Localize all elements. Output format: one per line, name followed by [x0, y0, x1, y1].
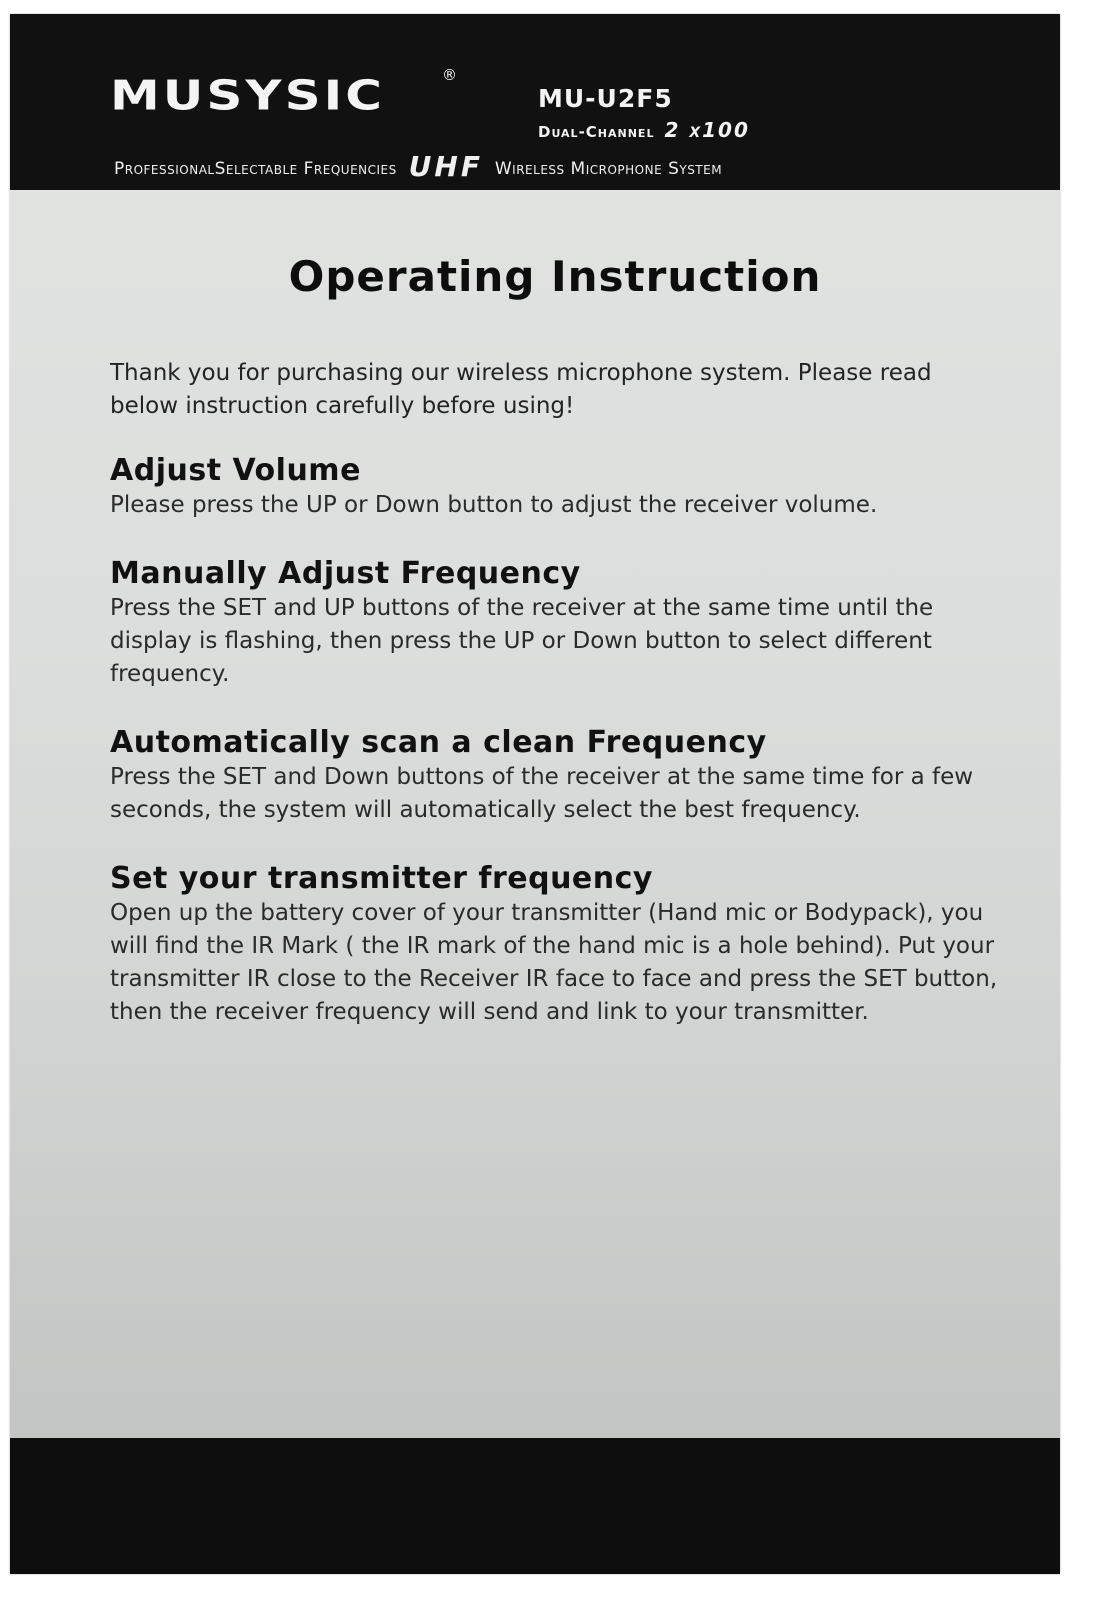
- registered-mark: ®: [442, 66, 457, 84]
- section-body: Press the SET and Down buttons of the receiver at the same time for a few seconds, the system will automatically select the best frequency.: [110, 764, 974, 823]
- model-number: MU-U2F5: [538, 84, 673, 113]
- section-adjust-volume: [110, 453, 1000, 522]
- channel-info: [538, 118, 750, 142]
- instruction-sheet: [10, 14, 1060, 1574]
- uhf-mark: UHF: [408, 150, 483, 183]
- section-heading: Manually Adjust Frequency: [110, 556, 581, 591]
- footer-band: [10, 1438, 1060, 1574]
- brand-logo: MUSYSIC: [110, 72, 385, 120]
- instruction-content: [110, 252, 1000, 1063]
- page-title: Operating Instruction: [288, 252, 822, 301]
- channel-count: 2 x100: [664, 118, 750, 142]
- tagline-start: ProfessionalSelectable Frequencies: [114, 159, 397, 179]
- section-auto-scan: [110, 725, 1000, 827]
- header-band: [10, 14, 1060, 190]
- channel-label: Dual-Channel: [538, 123, 655, 141]
- section-heading: Automatically scan a clean Frequency: [110, 725, 767, 760]
- tagline-end: Wireless Microphone System: [494, 159, 723, 179]
- section-heading: Adjust Volume: [110, 453, 361, 488]
- tagline: [114, 150, 994, 183]
- section-body: Press the SET and UP buttons of the receiver at the same time until the display is flashing, then press the UP or Down button to select different frequency.: [110, 595, 934, 687]
- section-body: Please press the UP or Down button to adjust the receiver volume.: [110, 492, 878, 518]
- section-heading: Set your transmitter frequency: [110, 861, 653, 896]
- intro-paragraph: Thank you for purchasing our wireless microphone system. Please read below instruction carefully before using!: [110, 360, 932, 419]
- section-transmitter-frequency: [110, 861, 1000, 1029]
- section-manual-frequency: [110, 556, 1000, 691]
- section-body: Open up the battery cover of your transmitter (Hand mic or Bodypack), you will find the IR Mark ( the IR mark of the hand mic is a hole behind). Put your transmitter IR close to the Receiver IR face to face and press the SET button, then the receiver frequency will send and link to your transmitter.: [110, 900, 998, 1025]
